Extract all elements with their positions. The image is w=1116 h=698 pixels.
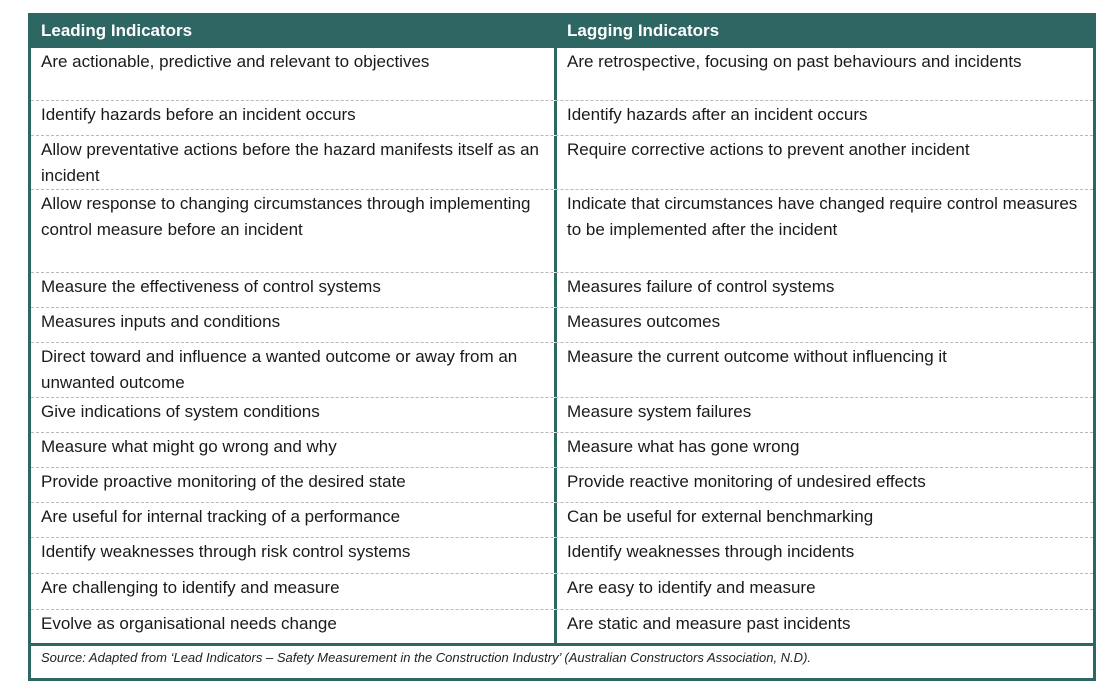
lagging-cell: Measures failure of control systems bbox=[567, 277, 835, 296]
lagging-cell: Require corrective actions to prevent another incident bbox=[567, 140, 970, 159]
lagging-cell: Measure system failures bbox=[567, 402, 752, 421]
lagging-cell: Identify hazards after an incident occurs bbox=[567, 105, 868, 124]
leading-cell: Measure the effectiveness of control systems bbox=[31, 273, 557, 307]
lagging-cell: Identify weaknesses through incidents bbox=[567, 542, 855, 561]
table-row bbox=[31, 343, 1093, 398]
header-lagging-indicators: Lagging Indicators bbox=[567, 21, 720, 40]
leading-cell: Measure what might go wrong and why bbox=[31, 433, 557, 467]
table-row bbox=[31, 398, 1093, 433]
lagging-cell: Measures outcomes bbox=[567, 312, 721, 331]
indicators-table bbox=[28, 13, 1096, 681]
table-row bbox=[31, 273, 1093, 308]
leading-cell: Are useful for internal tracking of a performance bbox=[31, 503, 557, 537]
lagging-cell: Are easy to identify and measure bbox=[567, 578, 816, 597]
leading-cell: Direct toward and influence a wanted outcome or away from an unwanted outcome bbox=[31, 343, 557, 397]
lagging-cell: Are retrospective, focusing on past behaviours and incidents bbox=[567, 52, 1022, 71]
table-row bbox=[31, 468, 1093, 503]
leading-cell: Allow preventative actions before the hazard manifests itself as an incident bbox=[31, 136, 557, 189]
table-row bbox=[31, 101, 1093, 136]
lagging-cell: Indicate that circumstances have changed require control measures to be implemented after the incident bbox=[567, 194, 1078, 239]
leading-cell: Provide proactive monitoring of the desired state bbox=[31, 468, 557, 502]
source-note: Source: Adapted from ‘Lead Indicators – Safety Measurement in the Construction Industry’ (Australian Constructors Association, N.D). bbox=[31, 643, 1093, 674]
header-leading-indicators: Leading Indicators bbox=[31, 16, 557, 48]
table-row bbox=[31, 574, 1093, 610]
leading-cell: Evolve as organisational needs change bbox=[31, 610, 557, 643]
table-row bbox=[31, 308, 1093, 343]
table-row bbox=[31, 538, 1093, 574]
table-row bbox=[31, 48, 1093, 101]
leading-cell: Give indications of system conditions bbox=[31, 398, 557, 432]
table-row bbox=[31, 190, 1093, 273]
leading-cell: Identify weaknesses through risk control systems bbox=[31, 538, 557, 573]
lagging-cell: Can be useful for external benchmarking bbox=[567, 507, 874, 526]
lagging-cell: Are static and measure past incidents bbox=[567, 614, 851, 633]
leading-cell: Identify hazards before an incident occurs bbox=[31, 101, 557, 135]
lagging-cell: Provide reactive monitoring of undesired effects bbox=[567, 472, 926, 491]
table-header-row bbox=[31, 16, 1093, 48]
table-row bbox=[31, 433, 1093, 468]
leading-cell: Allow response to changing circumstances through implementing control measure before an incident bbox=[31, 190, 557, 272]
table-row bbox=[31, 136, 1093, 190]
table-row bbox=[31, 610, 1093, 643]
lagging-cell: Measure what has gone wrong bbox=[567, 437, 800, 456]
lagging-cell: Measure the current outcome without influencing it bbox=[567, 347, 947, 366]
table-body bbox=[31, 48, 1093, 643]
leading-cell: Are actionable, predictive and relevant to objectives bbox=[31, 48, 557, 100]
table-row bbox=[31, 503, 1093, 538]
leading-cell: Measures inputs and conditions bbox=[31, 308, 557, 342]
leading-cell: Are challenging to identify and measure bbox=[31, 574, 557, 609]
